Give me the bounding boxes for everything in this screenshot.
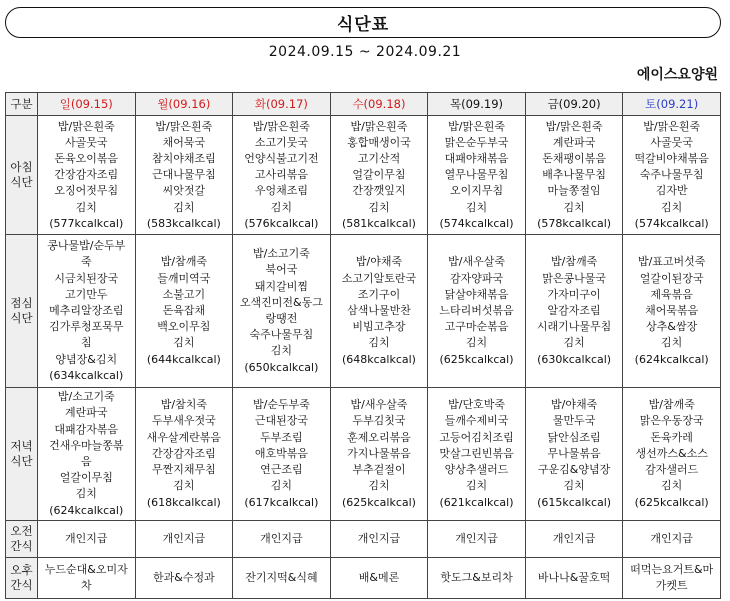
menu-item: 김치: [270, 200, 293, 214]
menu-item: 음: [80, 454, 92, 468]
meal-cell: [233, 116, 331, 235]
snack-item: 누드순대&오미자: [44, 562, 128, 576]
menu-item: 제육볶음: [650, 287, 693, 301]
meal-cell: [623, 116, 721, 235]
meal-cell: [330, 116, 428, 235]
snack-item: 개인지급: [260, 532, 303, 546]
menu-item: 새우살계란볶음: [146, 430, 222, 444]
menu-item: (625kcalkcal): [341, 495, 416, 509]
menu-item: 돈육잡채: [162, 303, 206, 317]
menu-item: (624kcalkcal): [634, 352, 709, 366]
snack-item: 개인지급: [552, 532, 596, 546]
page-title: [5, 7, 721, 38]
menu-item: 밥/맑은흰죽: [57, 119, 115, 133]
snack-item: 개인지급: [455, 532, 498, 546]
meal-cell: [135, 116, 233, 235]
menu-item: 들깨미역국: [157, 271, 211, 285]
menu-item: 사골뭇국: [650, 135, 693, 149]
menu-item: (650kcalkcal): [244, 360, 319, 374]
menu-item: 고등어김치조림: [439, 430, 514, 444]
meal-cell: [38, 116, 136, 235]
menu-item: (578kcalkcal): [537, 216, 612, 230]
menu-item: 밥/소고기죽: [57, 390, 115, 404]
menu-item: 김치: [368, 336, 390, 350]
menu-item: 양상추샐러드: [444, 463, 509, 477]
header-day-mon: 월(09.16): [135, 93, 233, 116]
menu-item: 김치: [465, 200, 488, 214]
menu-item: 언양식불고기전: [244, 151, 319, 165]
menu-item: 김치: [465, 479, 488, 493]
snack-item: 한과&수정과: [152, 570, 215, 584]
menu-item: 훈제오리볶음: [347, 430, 411, 444]
meal-cell: [623, 387, 721, 521]
menu-item: 밥/참깨죽: [648, 398, 695, 412]
menu-item: 밥/맑은흰죽: [155, 119, 213, 133]
snack-item: 바나나&꿀호떡: [537, 570, 611, 584]
snack-cell: [330, 521, 428, 558]
snack-cell: [330, 558, 428, 599]
snack-item: 차: [80, 579, 92, 593]
meal-cell: [428, 387, 526, 521]
menu-item: 비빔고추장: [352, 320, 406, 334]
menu-item: 돼지갈비찜: [254, 279, 308, 293]
menu-item: 두부조림: [260, 430, 303, 444]
menu-item: (624kcalkcal): [49, 503, 124, 517]
meal-cell: [525, 387, 623, 521]
menu-item: 밥/새우살죽: [350, 398, 408, 412]
header-category: 구분: [6, 93, 38, 116]
menu-item: 우엉채조림: [254, 184, 308, 198]
menu-item: 고기만두: [65, 287, 108, 301]
menu-item: 계란파국: [552, 135, 596, 149]
header-day-fri: 금(09.20): [525, 93, 623, 116]
snack-cell: [428, 558, 526, 599]
menu-item: 김치: [563, 200, 585, 214]
menu-item: 맑은순두부국: [444, 135, 509, 149]
menu-item: 홍합매생이국: [347, 135, 411, 149]
menu-item: (615kcalkcal): [537, 495, 612, 509]
meal-cell: [233, 387, 331, 521]
menu-item: 양념장&김치: [55, 352, 118, 366]
menu-item: 씨앗젓갈: [162, 184, 206, 198]
snack-cell: [623, 521, 721, 558]
header-day-sun: 일(09.15): [38, 93, 136, 116]
snack-row-afternoon-snack: [6, 558, 721, 599]
menu-item: 건새우마늘쫑볶: [49, 438, 124, 452]
menu-item: 고구마순볶음: [444, 320, 509, 334]
meal-cell: [525, 235, 623, 387]
menu-item: 근대된장국: [254, 414, 308, 428]
menu-item: 밥/참깨죽: [160, 255, 207, 269]
snack-item: 가켓트: [655, 579, 688, 593]
menu-item: 참치야채조림: [151, 151, 216, 165]
menu-item: 얼갈이무침: [352, 168, 406, 182]
menu-item: 두부김칫국: [352, 414, 406, 428]
menu-item: 김치: [173, 479, 195, 493]
menu-item: (634kcalkcal): [49, 368, 124, 382]
menu-item: 메추리알장조림: [49, 303, 124, 317]
meal-cell: [330, 387, 428, 521]
menu-item: 숙주나물무침: [639, 168, 704, 182]
menu-item: 간장감자조림: [151, 446, 216, 460]
meal-cell: [135, 235, 233, 387]
menu-item: 맑은우동장국: [639, 414, 704, 428]
menu-item: 오색진미전&동그: [239, 295, 323, 309]
menu-item: 김치: [368, 479, 390, 493]
meal-cell: [623, 235, 721, 387]
menu-item: 열무나물무침: [444, 168, 509, 182]
menu-item: 채어묵볶음: [645, 303, 699, 317]
menu-item: 밥/맑은흰죽: [643, 119, 701, 133]
menu-item: 밥/야채죽: [355, 255, 403, 269]
menu-item: 감자양파국: [449, 271, 504, 285]
menu-item: 북어국: [265, 263, 298, 277]
menu-item: 소고기뭇국: [254, 135, 308, 149]
meal-cell: [135, 387, 233, 521]
menu-item: 밥/표고버섯죽: [637, 255, 706, 269]
menu-item: 조기구이: [357, 287, 401, 301]
menu-item: 김치: [563, 479, 585, 493]
menu-item: 김치: [661, 479, 683, 493]
menu-item: 계란파국: [65, 406, 108, 420]
menu-item: 부추겉절이: [352, 463, 406, 477]
snack-cell: [135, 558, 233, 599]
menu-item: 무짠지채무침: [151, 463, 216, 477]
snack-item: 잔기지떡&식혜: [245, 570, 318, 584]
menu-item: 가지나물볶음: [347, 446, 411, 460]
snack-cell: [623, 558, 721, 599]
menu-item: 무나물볶음: [547, 446, 601, 460]
meal-cell: [428, 116, 526, 235]
menu-item: 돈육오이볶음: [54, 151, 119, 165]
menu-item: 밥/단호박죽: [448, 398, 505, 412]
menu-item: 느타리버섯볶음: [439, 303, 514, 317]
menu-item: 김치: [661, 200, 683, 214]
snack-cell: [428, 521, 526, 558]
snack-cell: [38, 558, 136, 599]
snack-label-morning-snack: 오전 간식: [6, 521, 38, 558]
snack-cell: [525, 521, 623, 558]
menu-item: 시금치된장국: [54, 271, 119, 285]
menu-item: 오이지무침: [449, 184, 504, 198]
snack-item: 핫도그&보리차: [440, 570, 513, 584]
menu-item: 채어묵국: [162, 135, 206, 149]
snack-item: 떠먹는요거트&마: [630, 562, 714, 576]
snack-cell: [525, 558, 623, 599]
menu-item: 죽: [80, 255, 92, 269]
menu-item: 얼갈이된장국: [639, 271, 704, 285]
page-title-text: 식단표: [336, 15, 390, 35]
meal-plan-table: [5, 92, 721, 599]
menu-item: 김치: [368, 200, 390, 214]
menu-item: 사골뭇국: [65, 135, 108, 149]
menu-item: 구운김&양념장: [537, 463, 611, 477]
menu-item: 삼색나물반찬: [347, 303, 411, 317]
menu-item: 밥/맑은흰죽: [252, 119, 310, 133]
menu-item: 두부새우젓국: [151, 414, 216, 428]
meal-cell: [428, 235, 526, 387]
menu-item: 밥/소고기죽: [252, 247, 310, 261]
menu-item: 고사리볶음: [254, 168, 308, 182]
snack-item: 배&메론: [358, 570, 400, 584]
menu-item: 감자샐러드: [645, 463, 699, 477]
meal-row-lunch: [6, 235, 721, 387]
menu-item: (621kcalkcal): [439, 495, 514, 509]
menu-item: (625kcalkcal): [439, 352, 514, 366]
menu-item: 생선까스&소스: [635, 446, 708, 460]
meal-label-lunch: 점심 식단: [6, 235, 38, 387]
menu-item: (574kcalkcal): [439, 216, 514, 230]
menu-item: 들깨수제비국: [444, 414, 509, 428]
menu-item: 김치: [661, 336, 683, 350]
meal-row-dinner: [6, 387, 721, 521]
menu-item: (574kcalkcal): [634, 216, 709, 230]
menu-item: 밥/맑은흰죽: [448, 119, 505, 133]
menu-item: 백오이무침: [157, 320, 211, 334]
menu-item: 상추&쌈장: [646, 320, 698, 334]
menu-item: 연근조림: [260, 463, 303, 477]
menu-item: 김치: [270, 479, 293, 493]
menu-item: 간장감자조림: [54, 168, 119, 182]
menu-item: 김치: [173, 336, 195, 350]
menu-item: 김치: [563, 336, 585, 350]
menu-item: 떡갈비야채볶음: [634, 151, 709, 165]
menu-item: 마늘쫑절임: [547, 184, 601, 198]
menu-item: (618kcalkcal): [146, 495, 221, 509]
date-range: 2024.09.15 ~ 2024.09.21: [268, 44, 462, 60]
snack-item: 개인지급: [650, 532, 693, 546]
menu-item: 배추나물무침: [542, 168, 606, 182]
snack-row-morning-snack: [6, 521, 721, 558]
menu-item: (576kcalkcal): [244, 216, 319, 230]
menu-item: 김치: [173, 200, 195, 214]
menu-item: 김치: [465, 336, 488, 350]
menu-item: 애호박볶음: [254, 446, 308, 460]
menu-item: 밥/참치죽: [160, 398, 207, 412]
menu-item: 가자미구이: [547, 287, 601, 301]
org-name: 에이스요양원: [636, 67, 718, 83]
menu-item: (617kcalkcal): [244, 495, 319, 509]
meal-label-dinner: 저녁 식단: [6, 387, 38, 521]
snack-item: 개인지급: [357, 532, 401, 546]
menu-item: 닭안심조림: [547, 430, 601, 444]
menu-item: 맛살그린빈볶음: [439, 446, 514, 460]
snack-item: 개인지급: [65, 532, 108, 546]
menu-item: 간장깻잎지: [352, 184, 406, 198]
menu-item: 김치: [75, 200, 97, 214]
menu-item: 소고기알토란국: [341, 271, 417, 285]
menu-item: (630kcalkcal): [537, 352, 612, 366]
menu-item: (644kcalkcal): [146, 352, 221, 366]
meal-cell: [330, 235, 428, 387]
menu-item: 김자반: [655, 184, 688, 198]
menu-item: (577kcalkcal): [49, 216, 124, 230]
snack-cell: [135, 521, 233, 558]
menu-item: 알감자조림: [547, 303, 601, 317]
menu-item: 김치: [75, 487, 97, 501]
menu-item: 고기산적: [357, 151, 401, 165]
menu-item: 오징어젓무침: [54, 184, 119, 198]
meal-cell: [525, 116, 623, 235]
header-day-tue: 화(09.17): [233, 93, 331, 116]
menu-item: 밥/참깨죽: [550, 255, 598, 269]
menu-item: 시래기나물무침: [536, 320, 612, 334]
meal-cell: [38, 387, 136, 521]
meal-row-breakfast: [6, 116, 721, 235]
menu-item: 대패야채볶음: [444, 151, 509, 165]
menu-item: 물만두국: [552, 414, 596, 428]
menu-item: 침: [80, 336, 92, 350]
menu-item: 숙주나물무침: [249, 328, 314, 342]
menu-item: 돈육카레: [650, 430, 693, 444]
header-row: [6, 93, 721, 116]
header-day-wed: 수(09.18): [330, 93, 428, 116]
menu-item: 근대나물무침: [151, 168, 216, 182]
menu-item: 얼갈이무침: [59, 471, 113, 485]
menu-item: 맑은콩나물국: [542, 271, 606, 285]
snack-item: 개인지급: [162, 532, 206, 546]
menu-item: 대패감자볶음: [54, 422, 119, 436]
menu-item: 랑땡전: [265, 312, 298, 326]
snack-cell: [233, 521, 331, 558]
snack-label-afternoon-snack: 오후 간식: [6, 558, 38, 599]
menu-item: 닭살야채볶음: [444, 287, 509, 301]
menu-item: 밥/야채죽: [550, 398, 598, 412]
menu-item: 밥/순두부죽: [252, 398, 310, 412]
menu-item: (648kcalkcal): [341, 352, 416, 366]
snack-cell: [233, 558, 331, 599]
menu-item: (583kcalkcal): [146, 216, 221, 230]
menu-item: 돈채팽이볶음: [542, 151, 606, 165]
menu-item: (625kcalkcal): [634, 495, 709, 509]
menu-item: 밥/새우살죽: [448, 255, 505, 269]
menu-item: 김치: [270, 344, 293, 358]
menu-item: 콩나물밥/순두부: [47, 239, 126, 253]
menu-item: (581kcalkcal): [341, 216, 416, 230]
menu-item: 밥/맑은흰죽: [545, 119, 603, 133]
meal-cell: [38, 235, 136, 387]
menu-item: 밥/맑은흰죽: [350, 119, 408, 133]
header-day-sat: 토(09.21): [623, 93, 721, 116]
menu-item: 소불고기: [162, 287, 206, 301]
meal-label-breakfast: 아침 식단: [6, 116, 38, 235]
snack-cell: [38, 521, 136, 558]
meal-cell: [233, 235, 331, 387]
header-day-thu: 목(09.19): [428, 93, 526, 116]
menu-item: 김가루청포묵무: [49, 320, 124, 334]
